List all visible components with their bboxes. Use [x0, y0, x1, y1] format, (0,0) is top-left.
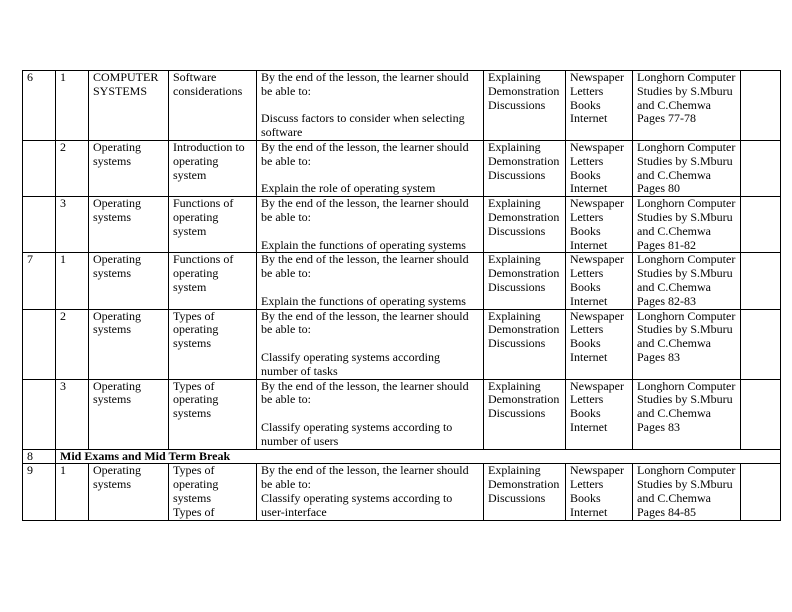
topic-cell: Operating systems: [89, 379, 169, 449]
topic-cell: Operating systems: [89, 309, 169, 379]
resources-cell: Newspaper Letters Books Internet: [566, 253, 633, 309]
references-cell: Longhorn Computer Studies by S.Mburu and C.Chemwa Pages 83: [633, 309, 741, 379]
subtopic-cell: Types of operating systems: [169, 379, 257, 449]
table-row: [23, 309, 781, 379]
lesson-cell: 3: [56, 197, 89, 253]
week-cell: [23, 379, 56, 449]
remarks-cell: [741, 140, 781, 196]
objectives-cell: By the end of the lesson, the learner should be able to: Classify operating systems according number of tasks: [257, 309, 484, 379]
week-cell: 6: [23, 71, 56, 141]
topic-cell: Operating systems: [89, 140, 169, 196]
references-cell: Longhorn Computer Studies by S.Mburu and C.Chemwa Pages 77-78: [633, 71, 741, 141]
week-cell: [23, 309, 56, 379]
subtopic-cell: Software considerations: [169, 71, 257, 141]
references-cell: Longhorn Computer Studies by S.Mburu and C.Chemwa Pages 83: [633, 379, 741, 449]
remarks-cell: [741, 253, 781, 309]
resources-cell: Newspaper Letters Books Internet: [566, 309, 633, 379]
subtopic-cell: Types of operating systems: [169, 309, 257, 379]
subtopic-cell: Functions of operating system: [169, 197, 257, 253]
remarks-cell: [741, 379, 781, 449]
lesson-cell: 1: [56, 71, 89, 141]
break-row: [23, 449, 781, 464]
activities-cell: Explaining Demonstration Discussions: [484, 309, 566, 379]
week-cell: [23, 197, 56, 253]
references-cell: Longhorn Computer Studies by S.Mburu and C.Chemwa Pages 82-83: [633, 253, 741, 309]
activities-cell: Explaining Demonstration Discussions: [484, 140, 566, 196]
references-cell: Longhorn Computer Studies by S.Mburu and C.Chemwa Pages 80: [633, 140, 741, 196]
resources-cell: Newspaper Letters Books Internet: [566, 197, 633, 253]
activities-cell: Explaining Demonstration Discussions: [484, 71, 566, 141]
activities-cell: Explaining Demonstration Discussions: [484, 197, 566, 253]
lesson-cell: 2: [56, 140, 89, 196]
table-row: [23, 464, 781, 520]
table-row: [23, 253, 781, 309]
break-title: Mid Exams and Mid Term Break: [56, 449, 781, 464]
lesson-cell: 1: [56, 464, 89, 520]
activities-cell: Explaining Demonstration Discussions: [484, 464, 566, 520]
subtopic-cell: Introduction to operating system: [169, 140, 257, 196]
resources-cell: Newspaper Letters Books Internet: [566, 71, 633, 141]
week-cell: 7: [23, 253, 56, 309]
table-row: [23, 197, 781, 253]
table-body: [23, 71, 781, 521]
objectives-cell: By the end of the lesson, the learner should be able to: Explain the functions of operating systems: [257, 253, 484, 309]
week-cell: 8: [23, 449, 56, 464]
table-row: [23, 140, 781, 196]
activities-cell: Explaining Demonstration Discussions: [484, 379, 566, 449]
lesson-cell: 3: [56, 379, 89, 449]
subtopic-cell: Functions of operating system: [169, 253, 257, 309]
references-cell: Longhorn Computer Studies by S.Mburu and C.Chemwa Pages 81-82: [633, 197, 741, 253]
topic-cell: Operating systems: [89, 253, 169, 309]
topic-cell: COMPUTER SYSTEMS: [89, 71, 169, 141]
table-row: [23, 71, 781, 141]
resources-cell: Newspaper Letters Books Internet: [566, 379, 633, 449]
lesson-cell: 1: [56, 253, 89, 309]
remarks-cell: [741, 464, 781, 520]
lesson-cell: 2: [56, 309, 89, 379]
resources-cell: Newspaper Letters Books Internet: [566, 140, 633, 196]
resources-cell: Newspaper Letters Books Internet: [566, 464, 633, 520]
objectives-cell: By the end of the lesson, the learner should be able to: Classify operating systems according to number of users: [257, 379, 484, 449]
objectives-cell: By the end of the lesson, the learner should be able to: Classify operating systems according to user-interface: [257, 464, 484, 520]
objectives-cell: By the end of the lesson, the learner should be able to: Explain the role of operating system: [257, 140, 484, 196]
objectives-cell: By the end of the lesson, the learner should be able to: Explain the functions of operating systems: [257, 197, 484, 253]
subtopic-cell: Types of operating systems Types of: [169, 464, 257, 520]
remarks-cell: [741, 309, 781, 379]
objectives-cell: By the end of the lesson, the learner should be able to: Discuss factors to consider when selecting software: [257, 71, 484, 141]
remarks-cell: [741, 71, 781, 141]
topic-cell: Operating systems: [89, 197, 169, 253]
week-cell: 9: [23, 464, 56, 520]
scheme-of-work-table: [22, 70, 781, 521]
table-row: [23, 379, 781, 449]
activities-cell: Explaining Demonstration Discussions: [484, 253, 566, 309]
references-cell: Longhorn Computer Studies by S.Mburu and C.Chemwa Pages 84-85: [633, 464, 741, 520]
week-cell: [23, 140, 56, 196]
topic-cell: Operating systems: [89, 464, 169, 520]
remarks-cell: [741, 197, 781, 253]
